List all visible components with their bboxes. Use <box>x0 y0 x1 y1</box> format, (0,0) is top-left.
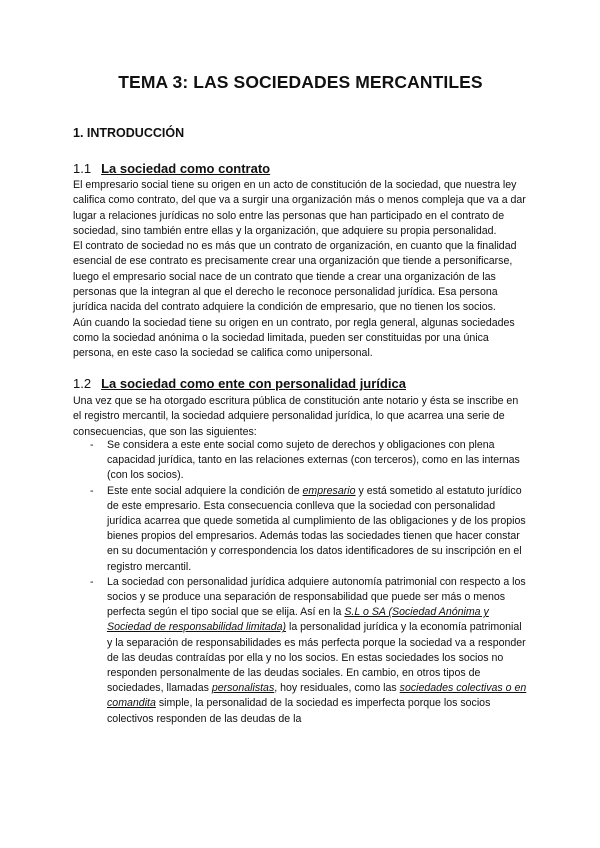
list-item-text: La sociedad con personalidad jurídica adquiere autonomía patrimonial con respecto a los socios y se produce una separación de responsabilidad que puede ser más o menos perfecta según el tipo social que se elija. Así en la <box>107 575 526 619</box>
subsection-title: La sociedad como ente con personalidad jurídica <box>101 376 406 391</box>
cross-reference-link[interactable]: S.L o SA (Sociedad Anónima y Sociedad de responsabilidad limitada) <box>107 606 489 634</box>
list-item-text: la personalidad jurídica y la economía patrimonial y la separación de responsabilidades es más perfecta porque la sociedad va a responder de las deudas contraídas por ella y no los socios. En estas sociedades los socios no responden personalmente de las deudas sociales. En cambio, en otros tipos de sociedades, llamadas <box>107 621 526 695</box>
paragraph: El empresario social tiene su origen en un acto de constitución de la sociedad, que nuestra ley califica como contrato, del que va a surgir una organización más o menos compleja que va a dar lugar a relaciones jurídicas no solo entre las personas que han participado en el contrato de sociedad, sino también entre ellas y la organización, que adquiere su propia personalidad. <box>73 179 526 237</box>
document-title: TEMA 3: LAS SOCIEDADES MERCANTILES <box>118 72 483 92</box>
cross-reference-link[interactable]: sociedades colectivas o en comandita <box>107 682 527 710</box>
cross-reference-link[interactable]: personalistas <box>211 682 275 695</box>
subsection-heading-1-2 <box>73 376 406 391</box>
subsection-number: 1.1 <box>73 161 92 176</box>
paragraph: El contrato de sociedad no es más que un contrato de organización, en cuanto que la finalidad esencial de ese contrato es precisamente crear una organización que tiende a personificarse, luego el empresario social nace de un contrato que tiende a crear una organización de las personas que la integran al que el derecho le reconoce personalidad jurídica. Esa persona jurídica nacida del contrato adquiere la condición de empresario, que no tienen los socios. <box>73 240 517 314</box>
list-item <box>73 575 528 727</box>
list-item-text: Este ente social adquiere la condición de <box>107 484 303 497</box>
dash-bullet: - <box>90 484 94 497</box>
dash-bullet: - <box>90 439 94 451</box>
list-item-text: , hoy residuales, como las <box>274 682 400 695</box>
consequences-list <box>73 438 528 727</box>
list-item <box>73 484 528 575</box>
list-item-text: simple, la personalidad de la sociedad es imperfecta porque los socios colectivos responden de las deudas de la <box>107 697 491 725</box>
cross-reference-link[interactable]: empresario <box>302 484 356 497</box>
section-heading-introduccion: 1. INTRODUCCIÓN <box>73 126 185 140</box>
section-1-2-intro: Una vez que se ha otorgado escritura pública de constitución ante notario y ésta se inscribe en el registro mercantil, la sociedad adquiere personalidad jurídica, lo que acarrea una serie de consecuencias, que son las siguientes: <box>73 395 519 438</box>
paragraph: Aún cuando la sociedad tiene su origen en un contrato, por regla general, algunas sociedades como la sociedad anónima o la sociedad limitada, pueden ser constituidas por una única persona, en este caso la sociedad se califica como unipersonal. <box>73 316 515 360</box>
subsection-title: La sociedad como contrato <box>101 161 271 176</box>
subsection-heading-1-1 <box>73 161 270 176</box>
list-item-text: Se considera a este ente social como sujeto de derechos y obligaciones con plena capacidad jurídica, tanto en las relaciones externas (con terceros), como en las internas (con los socios). <box>107 439 520 482</box>
dash-bullet: - <box>90 575 94 588</box>
list-item-text: y está sometido al estatuto jurídico de este empresario. Esta consecuencia conlleva que la sociedad con personalidad jurídica acarrea que quede sometida al cumplimiento de las obligaciones y de los propios bienes propios del empresarios. Además todas las sociedades tienen que hacer constar en su documentación y correspondencia los datos identificadores de su inscripción en el registro mercantil. <box>107 484 526 573</box>
list-item <box>73 438 528 484</box>
subsection-number: 1.2 <box>73 376 92 391</box>
section-1-1-body <box>73 178 528 362</box>
